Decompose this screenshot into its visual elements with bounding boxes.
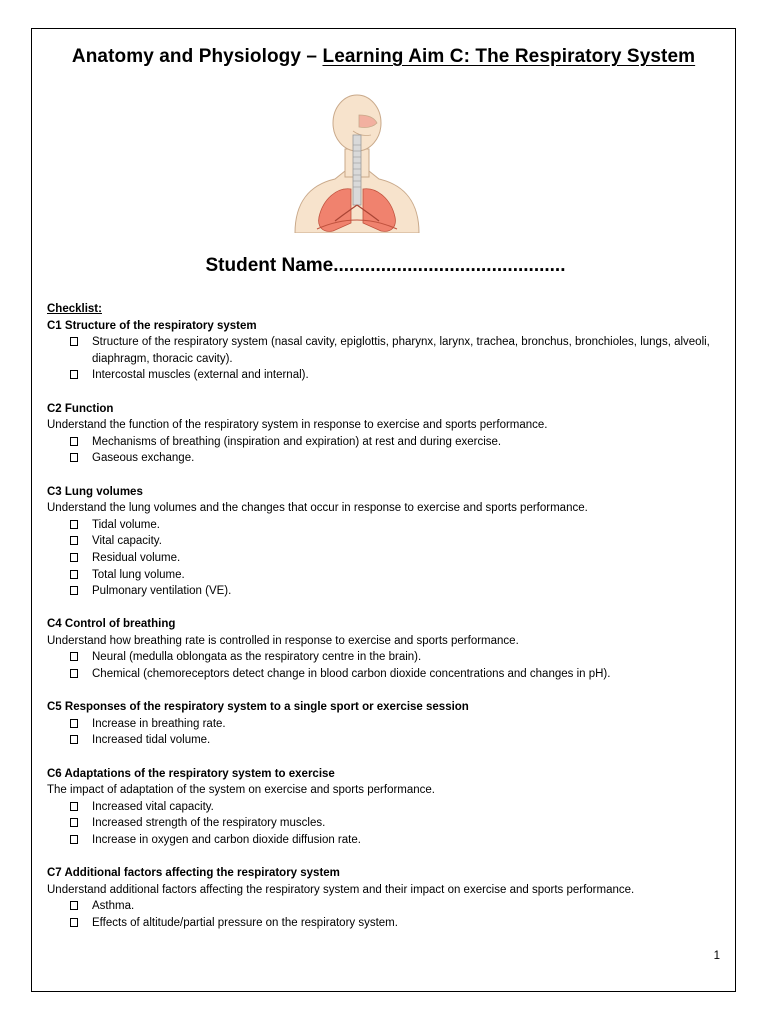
checkbox-icon[interactable] [70, 652, 78, 661]
checkbox-icon[interactable] [70, 901, 78, 910]
checklist-item-text: Mechanisms of breathing (inspiration and expiration) at rest and during exercise. [92, 435, 502, 448]
section-description: Understand how breathing rate is controlled in response to exercise and sports performance. [47, 634, 519, 647]
checklist-item-text: Structure of the respiratory system (nasal cavity, epiglottis, pharynx, larynx, trachea, bronchus, bronchioles, lungs, alveoli, diaphragm, thoracic cavity). [92, 336, 710, 365]
respiratory-system-illustration [287, 93, 427, 233]
checklist-item [47, 649, 727, 666]
checklist-item-text: Residual volume. [92, 551, 181, 564]
checkbox-icon[interactable] [70, 735, 78, 744]
checklist-section [47, 318, 727, 384]
checklist-item [47, 567, 727, 584]
section-title: C7 Additional factors affecting the respiratory system [47, 867, 340, 880]
checklist-item [47, 367, 727, 384]
checklist-item [47, 732, 727, 749]
checklist-item [47, 517, 727, 534]
checklist-item-text: Vital capacity. [92, 535, 162, 548]
section-title: C6 Adaptations of the respiratory system to exercise [47, 767, 335, 780]
page-number: 1 [713, 950, 720, 962]
checklist-item-text: Total lung volume. [92, 568, 185, 581]
checklist-item [47, 716, 727, 733]
checklist-heading: Checklist: [47, 303, 102, 315]
checklist-item-text: Effects of altitude/partial pressure on the respiratory system. [92, 916, 398, 929]
document-title [32, 46, 735, 68]
checkbox-icon[interactable] [70, 553, 78, 562]
checklist-item-text: Increased tidal volume. [92, 734, 211, 747]
checklist-item [47, 666, 727, 683]
checkbox-icon[interactable] [70, 453, 78, 462]
checkbox-icon[interactable] [70, 536, 78, 545]
section-title: C3 Lung volumes [47, 485, 143, 498]
section-description: Understand the lung volumes and the changes that occur in response to exercise and sports performance. [47, 502, 588, 515]
checklist-section [47, 699, 727, 749]
checkbox-icon[interactable] [70, 818, 78, 827]
section-description: The impact of adaptation of the system on exercise and sports performance. [47, 784, 436, 797]
checklist-item [47, 533, 727, 550]
checklist-item [47, 898, 727, 915]
checklist-section [47, 766, 727, 849]
title-prefix: Anatomy and Physiology – [71, 46, 323, 67]
checklist-item-text: Asthma. [92, 900, 135, 913]
section-description: Understand the function of the respiratory system in response to exercise and sports performance. [47, 419, 548, 432]
checklist-item [47, 434, 727, 451]
checkbox-icon[interactable] [70, 802, 78, 811]
checklist-item-text: Intercostal muscles (external and internal). [92, 369, 309, 382]
checklist-item-text: Increase in breathing rate. [92, 717, 226, 730]
checklist-item [47, 334, 727, 367]
checklist-item-text: Chemical (chemoreceptors detect change in blood carbon dioxide concentrations and changes in pH). [92, 668, 611, 681]
section-title: C1 Structure of the respiratory system [47, 319, 257, 332]
checklist-item [47, 583, 727, 600]
section-description: Understand additional factors affecting the respiratory system and their impact on exercise and sports performance. [47, 883, 635, 896]
checklist-section [47, 401, 727, 467]
checklist-item-text: Tidal volume. [92, 518, 160, 531]
checklist-sections [47, 318, 727, 932]
checklist-item [47, 915, 727, 932]
checklist-item [47, 550, 727, 567]
section-title: C2 Function [47, 402, 114, 415]
checklist-item-text: Gaseous exchange. [92, 452, 195, 465]
section-title: C5 Responses of the respiratory system to a single sport or exercise session [47, 701, 469, 714]
checklist-item [47, 450, 727, 467]
checklist-item [47, 815, 727, 832]
checklist-item [47, 832, 727, 849]
checkbox-icon[interactable] [70, 918, 78, 927]
checklist-item-text: Increased strength of the respiratory muscles. [92, 817, 326, 830]
checklist-section [47, 616, 727, 682]
checklist-item [47, 799, 727, 816]
checklist-section [47, 865, 727, 931]
checkbox-icon[interactable] [70, 570, 78, 579]
checklist-item-text: Increase in oxygen and carbon dioxide diffusion rate. [92, 834, 361, 846]
checkbox-icon[interactable] [70, 669, 78, 678]
document-page [31, 28, 736, 992]
checklist-item-text: Pulmonary ventilation (VE). [92, 585, 232, 598]
checkbox-icon[interactable] [70, 835, 78, 844]
title-underlined: Learning Aim C: The Respiratory System [322, 46, 696, 67]
checklist-item-text: Neural (medulla oblongata as the respiratory centre in the brain). [92, 651, 422, 664]
checkbox-icon[interactable] [70, 719, 78, 728]
checklist-section [47, 484, 727, 600]
checklist [47, 301, 727, 948]
section-title: C4 Control of breathing [47, 618, 176, 631]
checkbox-icon[interactable] [70, 586, 78, 595]
student-name-line: Student Name............................................ [205, 255, 566, 276]
checkbox-icon[interactable] [70, 520, 78, 529]
checkbox-icon[interactable] [70, 337, 78, 346]
checklist-item-text: Increased vital capacity. [92, 800, 214, 813]
checkbox-icon[interactable] [70, 437, 78, 446]
checkbox-icon[interactable] [70, 370, 78, 379]
